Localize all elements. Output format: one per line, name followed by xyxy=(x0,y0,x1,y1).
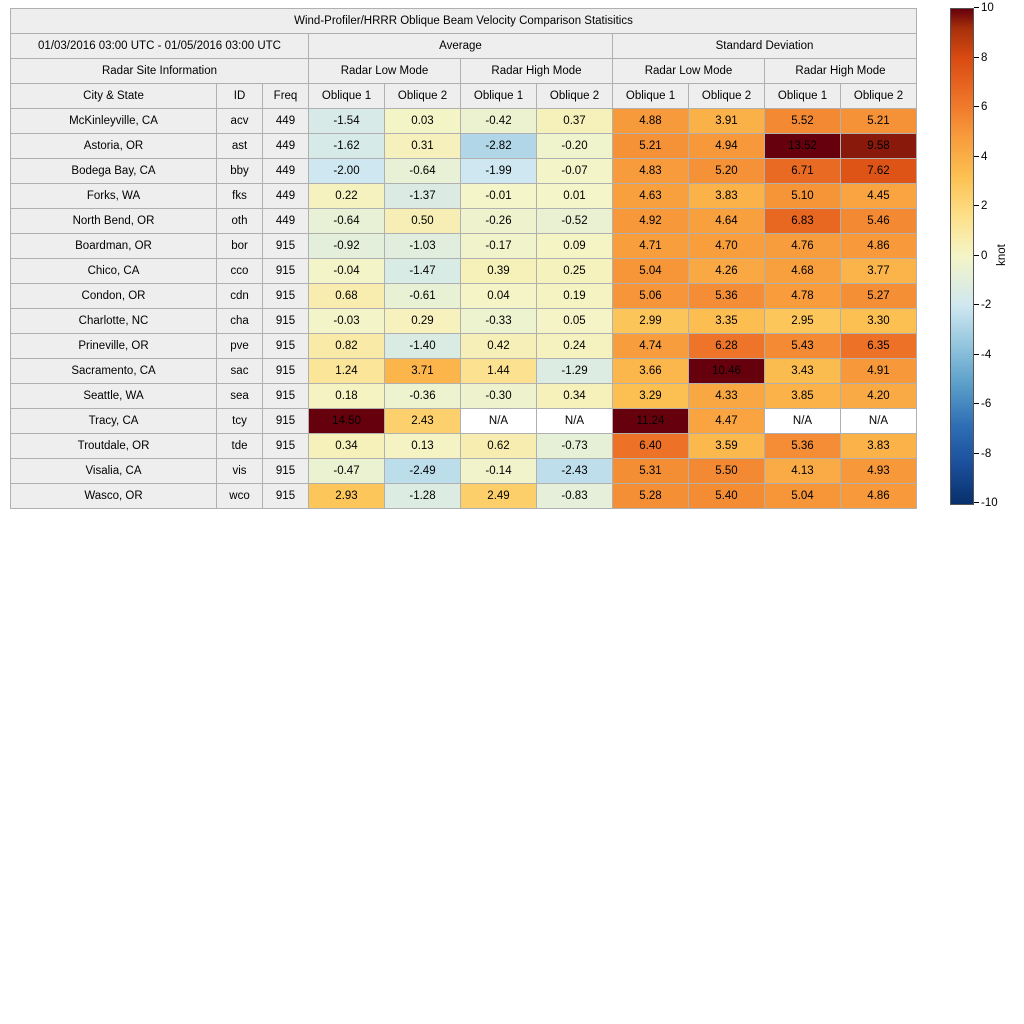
cell-value: 0.82 xyxy=(309,334,385,359)
cell-value: -0.61 xyxy=(385,284,461,309)
table-row xyxy=(11,484,917,509)
cell-value: 6.71 xyxy=(765,159,841,184)
cell-id: acv xyxy=(217,109,263,134)
table-row xyxy=(11,359,917,384)
table-row xyxy=(11,334,917,359)
cell-value: 5.04 xyxy=(613,259,689,284)
cell-value: -0.73 xyxy=(537,434,613,459)
cell-value: 0.29 xyxy=(385,309,461,334)
cell-value: 5.31 xyxy=(613,459,689,484)
cell-value: -1.54 xyxy=(309,109,385,134)
cell-freq: 915 xyxy=(263,284,309,309)
cell-freq: 449 xyxy=(263,184,309,209)
cell-value: 5.46 xyxy=(841,209,917,234)
cell-value: -0.47 xyxy=(309,459,385,484)
cell-value: 4.45 xyxy=(841,184,917,209)
cell-value: 2.43 xyxy=(385,409,461,434)
cell-value: 3.71 xyxy=(385,359,461,384)
cell-value: -1.28 xyxy=(385,484,461,509)
cell-id: sea xyxy=(217,384,263,409)
cell-value: 0.13 xyxy=(385,434,461,459)
table-row xyxy=(11,134,917,159)
cell-value: 4.86 xyxy=(841,234,917,259)
table-row xyxy=(11,184,917,209)
table-row xyxy=(11,159,917,184)
cell-value: 5.21 xyxy=(841,109,917,134)
cell-city: Sacramento, CA xyxy=(11,359,217,384)
cell-freq: 915 xyxy=(263,409,309,434)
tick-text: -6 xyxy=(981,398,992,410)
tick-mark-icon xyxy=(974,502,979,503)
tick-text: 8 xyxy=(981,51,988,64)
cell-value: 5.28 xyxy=(613,484,689,509)
cell-value: 2.93 xyxy=(309,484,385,509)
cell-value: 9.58 xyxy=(841,134,917,159)
col-header-avg-high-obl1: Oblique 1 xyxy=(461,84,537,109)
cell-value: 0.62 xyxy=(461,434,537,459)
cell-freq: 915 xyxy=(263,459,309,484)
cell-value: -0.36 xyxy=(385,384,461,409)
cell-value: -0.52 xyxy=(537,209,613,234)
cell-value: 4.91 xyxy=(841,359,917,384)
colorbar-tick-label xyxy=(974,2,994,14)
cell-value: 5.04 xyxy=(765,484,841,509)
cell-city: Forks, WA xyxy=(11,184,217,209)
cell-value: 3.83 xyxy=(841,434,917,459)
col-header-std-high-obl2: Oblique 2 xyxy=(841,84,917,109)
cell-value: N/A xyxy=(461,409,537,434)
cell-value: 4.33 xyxy=(689,384,765,409)
cell-value: 0.31 xyxy=(385,134,461,159)
cell-value: 0.42 xyxy=(461,334,537,359)
cell-freq: 915 xyxy=(263,384,309,409)
cell-value: -1.37 xyxy=(385,184,461,209)
cell-city: McKinleyville, CA xyxy=(11,109,217,134)
cell-value: 5.36 xyxy=(689,284,765,309)
cell-value: 4.68 xyxy=(765,259,841,284)
cell-value: 14.50 xyxy=(309,409,385,434)
cell-value: 3.29 xyxy=(613,384,689,409)
col-header-std-high-obl1: Oblique 1 xyxy=(765,84,841,109)
cell-id: ast xyxy=(217,134,263,159)
cell-value: 0.68 xyxy=(309,284,385,309)
cell-value: 3.77 xyxy=(841,259,917,284)
cell-city: Charlotte, NC xyxy=(11,309,217,334)
cell-value: 5.27 xyxy=(841,284,917,309)
cell-value: 2.49 xyxy=(461,484,537,509)
cell-value: 2.95 xyxy=(765,309,841,334)
column-header-row xyxy=(11,84,917,109)
colorbar-container xyxy=(950,2,1020,518)
cell-freq: 915 xyxy=(263,484,309,509)
cell-value: 4.76 xyxy=(765,234,841,259)
cell-freq: 915 xyxy=(263,334,309,359)
colorbar-label: knot xyxy=(996,244,1008,266)
cell-value: 7.62 xyxy=(841,159,917,184)
cell-value: -1.47 xyxy=(385,259,461,284)
cell-value: 3.35 xyxy=(689,309,765,334)
cell-city: Condon, OR xyxy=(11,284,217,309)
cell-value: 4.26 xyxy=(689,259,765,284)
cell-value: 0.22 xyxy=(309,184,385,209)
cell-value: 6.35 xyxy=(841,334,917,359)
group-stddev: Standard Deviation xyxy=(613,34,917,59)
cell-value: 5.50 xyxy=(689,459,765,484)
colorbar-gradient xyxy=(950,8,974,505)
cell-value: 1.24 xyxy=(309,359,385,384)
cell-value: 5.52 xyxy=(765,109,841,134)
cell-city: Boardman, OR xyxy=(11,234,217,259)
cell-value: 2.99 xyxy=(613,309,689,334)
cell-value: -2.43 xyxy=(537,459,613,484)
cell-value: 6.83 xyxy=(765,209,841,234)
tick-text: -8 xyxy=(981,447,992,460)
cell-city: Chico, CA xyxy=(11,259,217,284)
cell-value: 0.39 xyxy=(461,259,537,284)
tick-mark-icon xyxy=(974,7,979,8)
col-header-avg-low-obl2: Oblique 2 xyxy=(385,84,461,109)
cell-value: -0.14 xyxy=(461,459,537,484)
cell-value: 4.63 xyxy=(613,184,689,209)
cell-value: 1.44 xyxy=(461,359,537,384)
page-title: Wind-Profiler/HRRR Oblique Beam Velocity Comparison Statisitics xyxy=(11,9,917,34)
cell-value: -0.33 xyxy=(461,309,537,334)
cell-value: 0.04 xyxy=(461,284,537,309)
colorbar-tick-label xyxy=(974,151,987,163)
cell-value: -1.29 xyxy=(537,359,613,384)
cell-value: 0.25 xyxy=(537,259,613,284)
tick-mark-icon xyxy=(974,354,979,355)
col-header-id: ID xyxy=(217,84,263,109)
heatmap-table-container xyxy=(10,8,917,509)
tick-text: -2 xyxy=(981,299,992,311)
cell-freq: 915 xyxy=(263,309,309,334)
colorbar-tick-label xyxy=(974,200,987,212)
cell-city: Seattle, WA xyxy=(11,384,217,409)
tick-mark-icon xyxy=(974,156,979,157)
table-row xyxy=(11,234,917,259)
col-header-avg-low-obl1: Oblique 1 xyxy=(309,84,385,109)
cell-value: 3.91 xyxy=(689,109,765,134)
colorbar-tick-label xyxy=(974,299,991,311)
cell-id: sac xyxy=(217,359,263,384)
cell-id: bor xyxy=(217,234,263,259)
cell-freq: 449 xyxy=(263,109,309,134)
colorbar-tick-label xyxy=(974,398,991,410)
cell-value: 5.20 xyxy=(689,159,765,184)
tick-mark-icon xyxy=(974,205,979,206)
cell-value: 0.50 xyxy=(385,209,461,234)
table-row xyxy=(11,109,917,134)
cell-id: fks xyxy=(217,184,263,209)
cell-value: 5.21 xyxy=(613,134,689,159)
cell-value: 11.24 xyxy=(613,409,689,434)
cell-value: -0.01 xyxy=(461,184,537,209)
date-range: 01/03/2016 03:00 UTC - 01/05/2016 03:00 UTC xyxy=(11,34,309,59)
tick-text: 10 xyxy=(981,2,994,14)
cell-id: pve xyxy=(217,334,263,359)
cell-value: 3.43 xyxy=(765,359,841,384)
table-row xyxy=(11,384,917,409)
colorbar-tick-label xyxy=(974,349,991,361)
tick-text: 6 xyxy=(981,101,988,113)
colorbar-tick-label xyxy=(974,448,991,460)
std-high-mode-header: Radar High Mode xyxy=(765,59,917,84)
cell-value: 0.34 xyxy=(537,384,613,409)
cell-id: cco xyxy=(217,259,263,284)
col-header-freq: Freq xyxy=(263,84,309,109)
cell-value: -1.62 xyxy=(309,134,385,159)
cell-city: Wasco, OR xyxy=(11,484,217,509)
group-header-row xyxy=(11,34,917,59)
cell-value: N/A xyxy=(765,409,841,434)
cell-value: -0.07 xyxy=(537,159,613,184)
cell-id: cha xyxy=(217,309,263,334)
cell-value: -0.30 xyxy=(461,384,537,409)
cell-id: oth xyxy=(217,209,263,234)
colorbar-tick-label xyxy=(974,101,987,113)
col-header-avg-high-obl2: Oblique 2 xyxy=(537,84,613,109)
cell-city: Troutdale, OR xyxy=(11,434,217,459)
cell-freq: 915 xyxy=(263,359,309,384)
cell-value: 4.20 xyxy=(841,384,917,409)
cell-value: 0.01 xyxy=(537,184,613,209)
cell-value: 0.34 xyxy=(309,434,385,459)
cell-value: 5.43 xyxy=(765,334,841,359)
tick-text: -4 xyxy=(981,348,992,361)
table-header xyxy=(11,9,917,109)
cell-value: 4.88 xyxy=(613,109,689,134)
std-low-mode-header: Radar Low Mode xyxy=(613,59,765,84)
cell-value: -1.03 xyxy=(385,234,461,259)
table-row xyxy=(11,409,917,434)
cell-city: Tracy, CA xyxy=(11,409,217,434)
tick-text: 0 xyxy=(981,249,988,262)
cell-city: North Bend, OR xyxy=(11,209,217,234)
mode-header-row xyxy=(11,59,917,84)
cell-value: 4.83 xyxy=(613,159,689,184)
cell-freq: 915 xyxy=(263,234,309,259)
cell-value: 0.18 xyxy=(309,384,385,409)
avg-low-mode-header: Radar Low Mode xyxy=(309,59,461,84)
cell-id: bby xyxy=(217,159,263,184)
tick-text: 2 xyxy=(981,200,988,212)
cell-value: 4.71 xyxy=(613,234,689,259)
cell-value: N/A xyxy=(841,409,917,434)
cell-value: 13.52 xyxy=(765,134,841,159)
cell-value: 6.40 xyxy=(613,434,689,459)
cell-freq: 915 xyxy=(263,434,309,459)
cell-value: -1.40 xyxy=(385,334,461,359)
cell-value: 3.66 xyxy=(613,359,689,384)
cell-id: tcy xyxy=(217,409,263,434)
cell-value: 5.10 xyxy=(765,184,841,209)
cell-value: -0.92 xyxy=(309,234,385,259)
table-row xyxy=(11,459,917,484)
cell-value: -0.20 xyxy=(537,134,613,159)
col-header-std-low-obl2: Oblique 2 xyxy=(689,84,765,109)
table-body xyxy=(11,109,917,509)
cell-value: -0.17 xyxy=(461,234,537,259)
cell-city: Prineville, OR xyxy=(11,334,217,359)
tick-text: -10 xyxy=(981,497,998,509)
cell-id: cdn xyxy=(217,284,263,309)
cell-value: -0.42 xyxy=(461,109,537,134)
cell-value: 4.13 xyxy=(765,459,841,484)
heatmap-table xyxy=(10,8,917,509)
cell-id: vis xyxy=(217,459,263,484)
table-row xyxy=(11,309,917,334)
colorbar-tick-label xyxy=(974,497,998,509)
cell-value: -0.64 xyxy=(309,209,385,234)
cell-value: 0.09 xyxy=(537,234,613,259)
tick-mark-icon xyxy=(974,403,979,404)
cell-value: 0.03 xyxy=(385,109,461,134)
cell-id: wco xyxy=(217,484,263,509)
cell-value: 4.70 xyxy=(689,234,765,259)
colorbar-ticks xyxy=(974,2,1014,509)
table-row xyxy=(11,259,917,284)
cell-value: 5.36 xyxy=(765,434,841,459)
cell-value: 4.92 xyxy=(613,209,689,234)
colorbar-tick-label xyxy=(974,250,987,262)
cell-id: tde xyxy=(217,434,263,459)
cell-city: Astoria, OR xyxy=(11,134,217,159)
cell-value: 3.83 xyxy=(689,184,765,209)
cell-value: -0.26 xyxy=(461,209,537,234)
cell-value: 0.19 xyxy=(537,284,613,309)
table-row xyxy=(11,209,917,234)
cell-freq: 449 xyxy=(263,134,309,159)
cell-value: -0.64 xyxy=(385,159,461,184)
title-row xyxy=(11,9,917,34)
tick-text: 4 xyxy=(981,150,988,163)
cell-value: N/A xyxy=(537,409,613,434)
cell-value: 0.05 xyxy=(537,309,613,334)
cell-freq: 915 xyxy=(263,259,309,284)
cell-value: -2.00 xyxy=(309,159,385,184)
cell-value: 10.46 xyxy=(689,359,765,384)
cell-value: 4.64 xyxy=(689,209,765,234)
cell-value: -2.82 xyxy=(461,134,537,159)
tick-mark-icon xyxy=(974,255,979,256)
tick-mark-icon xyxy=(974,304,979,305)
cell-freq: 449 xyxy=(263,209,309,234)
cell-value: 3.85 xyxy=(765,384,841,409)
cell-value: 0.37 xyxy=(537,109,613,134)
tick-mark-icon xyxy=(974,106,979,107)
cell-city: Visalia, CA xyxy=(11,459,217,484)
colorbar-tick-label xyxy=(974,52,987,64)
cell-value: 4.94 xyxy=(689,134,765,159)
cell-value: 4.86 xyxy=(841,484,917,509)
cell-freq: 449 xyxy=(263,159,309,184)
cell-value: 4.74 xyxy=(613,334,689,359)
col-header-city: City & State xyxy=(11,84,217,109)
cell-value: -0.83 xyxy=(537,484,613,509)
group-site-info: Radar Site Information xyxy=(11,59,309,84)
cell-value: 5.40 xyxy=(689,484,765,509)
avg-high-mode-header: Radar High Mode xyxy=(461,59,613,84)
tick-mark-icon xyxy=(974,453,979,454)
cell-value: -0.04 xyxy=(309,259,385,284)
cell-city: Bodega Bay, CA xyxy=(11,159,217,184)
tick-mark-icon xyxy=(974,57,979,58)
table-row xyxy=(11,434,917,459)
cell-value: 6.28 xyxy=(689,334,765,359)
cell-value: -1.99 xyxy=(461,159,537,184)
group-average: Average xyxy=(309,34,613,59)
cell-value: 5.06 xyxy=(613,284,689,309)
cell-value: 0.24 xyxy=(537,334,613,359)
cell-value: -0.03 xyxy=(309,309,385,334)
cell-value: 3.59 xyxy=(689,434,765,459)
cell-value: 3.30 xyxy=(841,309,917,334)
cell-value: 4.93 xyxy=(841,459,917,484)
cell-value: 4.47 xyxy=(689,409,765,434)
cell-value: 4.78 xyxy=(765,284,841,309)
cell-value: -2.49 xyxy=(385,459,461,484)
table-row xyxy=(11,284,917,309)
col-header-std-low-obl1: Oblique 1 xyxy=(613,84,689,109)
